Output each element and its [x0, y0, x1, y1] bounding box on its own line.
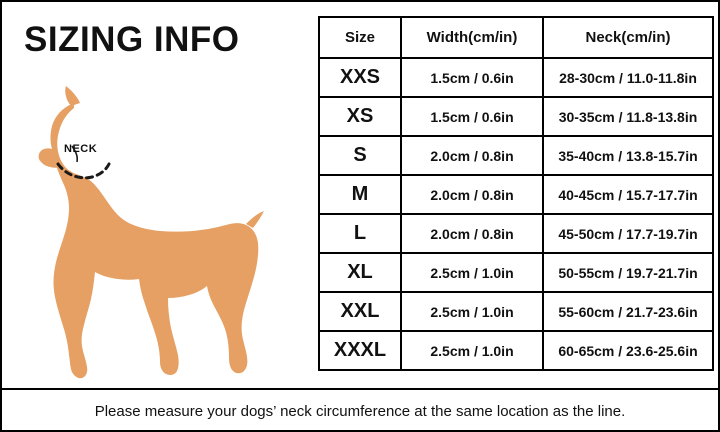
cell-width: 2.5cm / 1.0in [401, 253, 543, 292]
cell-size: M [319, 175, 401, 214]
dog-illustration [14, 80, 306, 380]
cell-width: 2.0cm / 0.8in [401, 175, 543, 214]
column-header-width: Width(cm/in) [401, 17, 543, 58]
column-header-neck: Neck(cm/in) [543, 17, 713, 58]
page-title: SIZING INFO [24, 20, 240, 59]
table-row [319, 253, 713, 292]
illustration-panel [2, 2, 314, 390]
cell-size: XL [319, 253, 401, 292]
cell-neck: 28-30cm / 11.0-11.8in [543, 58, 713, 97]
cell-size: XXL [319, 292, 401, 331]
cell-neck: 30-35cm / 11.8-13.8in [543, 97, 713, 136]
cell-neck: 40-45cm / 15.7-17.7in [543, 175, 713, 214]
cell-width: 2.0cm / 0.8in [401, 214, 543, 253]
table-row [319, 58, 713, 97]
table-row [319, 331, 713, 370]
cell-neck: 50-55cm / 19.7-21.7in [543, 253, 713, 292]
cell-size: XS [319, 97, 401, 136]
cell-neck: 60-65cm / 23.6-25.6in [543, 331, 713, 370]
table-row [319, 175, 713, 214]
table-row [319, 97, 713, 136]
dog-silhouette-icon [14, 80, 306, 380]
cell-size: XXS [319, 58, 401, 97]
table-row [319, 292, 713, 331]
measurement-note: Please measure your dogs’ neck circumference at the same location as the line. [94, 403, 626, 420]
cell-width: 2.5cm / 1.0in [401, 292, 543, 331]
footer-divider [2, 388, 718, 390]
cell-size: XXXL [319, 331, 401, 370]
size-chart-table [318, 16, 714, 371]
cell-neck: 45-50cm / 17.7-19.7in [543, 214, 713, 253]
cell-width: 2.5cm / 1.0in [401, 331, 543, 370]
table-header-row [319, 17, 713, 58]
neck-label: NECK [64, 143, 98, 155]
cell-width: 1.5cm / 0.6in [401, 97, 543, 136]
table-row [319, 214, 713, 253]
cell-size: S [319, 136, 401, 175]
cell-width: 2.0cm / 0.8in [401, 136, 543, 175]
cell-neck: 55-60cm / 21.7-23.6in [543, 292, 713, 331]
cell-width: 1.5cm / 0.6in [401, 58, 543, 97]
cell-size: L [319, 214, 401, 253]
table-row [319, 136, 713, 175]
cell-neck: 35-40cm / 13.8-15.7in [543, 136, 713, 175]
column-header-size: Size [319, 17, 401, 58]
